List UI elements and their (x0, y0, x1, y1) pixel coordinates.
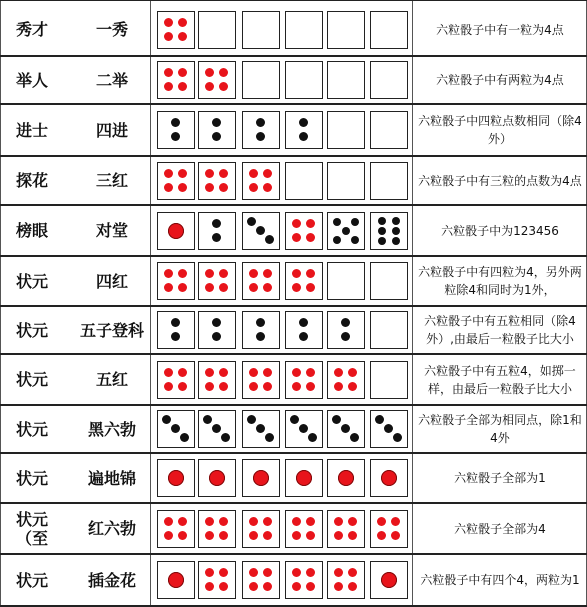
die-face-4 (242, 162, 280, 200)
die-face-4 (157, 61, 195, 99)
pip-dot (263, 269, 272, 278)
pip-dot (292, 568, 301, 577)
row-divider (0, 0, 587, 1)
pip-dot (256, 332, 265, 341)
combo-name: 四进 (95, 120, 128, 140)
pip-dot (392, 237, 400, 245)
die-face-4 (242, 262, 280, 300)
pip-dot (381, 470, 397, 486)
die-face-4 (370, 510, 408, 548)
combo-name: 对堂 (95, 221, 128, 240)
pip-dot (249, 382, 258, 391)
pip-dot (306, 219, 315, 228)
empty-die-slot (370, 311, 408, 349)
pip-dot (292, 582, 301, 591)
pip-dot (342, 227, 350, 235)
rank-label: 状元 (15, 271, 48, 291)
die-face-3 (327, 410, 365, 448)
empty-die-slot (242, 61, 280, 99)
pip-dot (209, 470, 225, 486)
pip-dot (219, 568, 228, 577)
pip-dot (219, 517, 228, 526)
pip-dot (247, 217, 256, 226)
pip-dot (348, 531, 357, 540)
pip-dot (263, 568, 272, 577)
rule-description: 六粒骰子中有五粒相同（除4外）,由最后一粒骰子比大小 (424, 314, 576, 346)
empty-die-slot (370, 262, 408, 300)
rank-label: 秀才 (15, 20, 48, 39)
pip-dot (292, 219, 301, 228)
die-face-1 (242, 459, 280, 497)
pip-dot (221, 433, 230, 442)
pip-dot (378, 227, 386, 235)
rule-description: 六粒骰子中有四个4，两粒为1 (420, 573, 580, 587)
rule-description: 六粒骰子中有两粒为4点 (436, 73, 564, 87)
pip-dot (171, 132, 180, 141)
die-face-3 (370, 410, 408, 448)
combo-name: 二举 (95, 70, 128, 90)
pip-dot (205, 283, 214, 292)
pip-dot (299, 132, 308, 141)
die-face-2 (327, 311, 365, 349)
rank-label: 进士 (15, 120, 48, 140)
die-face-2 (157, 311, 195, 349)
pip-dot (219, 382, 228, 391)
die-face-4 (157, 262, 195, 300)
rule-description: 六粒骰子中有四粒为4，另外两粒除4和同时为1外， (418, 265, 582, 297)
pip-dot (164, 169, 173, 178)
pip-dot (306, 269, 315, 278)
rule-description: 六粒骰子中有五粒4，如掷一样，由最后一粒骰子比大小 (424, 363, 576, 396)
pip-dot (205, 368, 214, 377)
empty-die-slot (370, 361, 408, 399)
pip-dot (393, 433, 402, 442)
pip-dot (219, 82, 228, 91)
pip-dot (249, 283, 258, 292)
empty-die-slot (285, 11, 323, 49)
pip-dot (249, 368, 258, 377)
pip-dot (205, 68, 214, 77)
empty-die-slot (327, 11, 365, 49)
die-face-4 (242, 510, 280, 548)
combo-name: 插金花 (87, 570, 136, 590)
pip-dot (212, 219, 221, 228)
rank-label: 状元 (15, 370, 48, 389)
pip-dot (205, 531, 214, 540)
pip-dot (306, 382, 315, 391)
pip-dot (392, 227, 400, 235)
die-face-2 (242, 311, 280, 349)
die-face-3 (157, 410, 195, 448)
pip-dot (377, 531, 386, 540)
pip-dot (306, 568, 315, 577)
pip-dot (249, 568, 258, 577)
combo-name: 遍地锦 (87, 468, 136, 488)
pip-dot (249, 169, 258, 178)
pip-dot (299, 332, 308, 341)
pip-dot (212, 132, 221, 141)
pip-dot (348, 582, 357, 591)
pip-dot (171, 332, 180, 341)
die-face-1 (285, 459, 323, 497)
pip-dot (162, 415, 171, 424)
empty-die-slot (285, 162, 323, 200)
pip-dot (308, 433, 317, 442)
die-face-4 (198, 162, 236, 200)
pip-dot (219, 368, 228, 377)
pip-dot (219, 582, 228, 591)
pip-dot (171, 118, 180, 127)
pip-dot (205, 582, 214, 591)
pip-dot (168, 223, 184, 239)
pip-dot (296, 470, 312, 486)
rule-description: 六粒骰子中为123456 (441, 223, 559, 238)
rank-label: 探花 (15, 171, 48, 190)
die-face-4 (198, 61, 236, 99)
rule-description: 六粒骰子全部为1 (454, 471, 546, 485)
pip-dot (263, 368, 272, 377)
pip-dot (292, 517, 301, 526)
pip-dot (391, 517, 400, 526)
die-face-2 (198, 212, 236, 250)
pip-dot (348, 382, 357, 391)
die-face-1 (198, 459, 236, 497)
die-face-3 (198, 410, 236, 448)
pip-dot (306, 582, 315, 591)
rule-description: 六粒骰子中有三粒的点数为4点 (418, 173, 582, 188)
pip-dot (290, 415, 299, 424)
pip-dot (178, 283, 187, 292)
pip-dot (249, 531, 258, 540)
die-face-1 (370, 459, 408, 497)
table-row (0, 157, 587, 204)
pip-dot (178, 368, 187, 377)
table-row (0, 4, 587, 55)
die-face-4 (327, 361, 365, 399)
pip-dot (205, 82, 214, 91)
table-row (0, 406, 587, 452)
pip-dot (377, 517, 386, 526)
pip-dot (351, 218, 359, 226)
combo-name: 五红 (95, 370, 128, 389)
pip-dot (292, 368, 301, 377)
pip-dot (263, 169, 272, 178)
die-face-1 (157, 459, 195, 497)
pip-dot (247, 415, 256, 424)
pip-dot (168, 572, 184, 588)
pip-dot (178, 183, 187, 192)
pip-dot (350, 433, 359, 442)
pip-dot (299, 318, 308, 327)
empty-die-slot (198, 11, 236, 49)
pip-dot (341, 424, 350, 433)
die-face-2 (198, 311, 236, 349)
die-face-4 (242, 561, 280, 599)
die-face-4 (157, 162, 195, 200)
pip-dot (205, 269, 214, 278)
pip-dot (164, 82, 173, 91)
die-face-4 (157, 361, 195, 399)
combo-name: 四红 (95, 271, 128, 291)
pip-dot (378, 237, 386, 245)
pip-dot (164, 183, 173, 192)
pip-dot (338, 470, 354, 486)
combo-name: 黑六勃 (87, 419, 136, 439)
pip-dot (334, 531, 343, 540)
rank-label: 状元 (15, 320, 48, 340)
table-row (0, 307, 587, 353)
rank-label: 状元 (15, 419, 48, 439)
pip-dot (164, 18, 173, 27)
pip-dot (205, 183, 214, 192)
die-face-4 (327, 561, 365, 599)
table-row (0, 206, 587, 255)
die-face-1 (157, 212, 195, 250)
pip-dot (306, 233, 315, 242)
pip-dot (292, 382, 301, 391)
pip-dot (205, 169, 214, 178)
pip-dot (178, 169, 187, 178)
pip-dot (292, 269, 301, 278)
pip-dot (178, 18, 187, 27)
pip-dot (334, 368, 343, 377)
pip-dot (265, 433, 274, 442)
pip-dot (164, 283, 173, 292)
pip-dot (164, 368, 173, 377)
pip-dot (168, 470, 184, 486)
rule-description: 六粒骰子全部为4 (454, 521, 546, 536)
pip-dot (381, 572, 397, 588)
pip-dot (348, 368, 357, 377)
pip-dot (292, 531, 301, 540)
table-row (0, 555, 587, 605)
combo-name: 五子登科 (79, 320, 144, 340)
die-face-4 (285, 262, 323, 300)
pip-dot (178, 82, 187, 91)
rank-label: 状元 (15, 570, 48, 590)
pip-dot (256, 424, 265, 433)
pip-dot (203, 415, 212, 424)
empty-die-slot (285, 61, 323, 99)
empty-die-slot (370, 11, 408, 49)
pip-dot (341, 332, 350, 341)
rule-description: 六粒骰子中有一粒为4点 (436, 22, 564, 37)
pip-dot (249, 183, 258, 192)
pip-dot (263, 517, 272, 526)
pip-dot (392, 217, 400, 225)
pip-dot (384, 424, 393, 433)
empty-die-slot (327, 61, 365, 99)
pip-dot (219, 68, 228, 77)
rank-label: 举人 (15, 70, 48, 90)
pip-dot (249, 582, 258, 591)
pip-dot (299, 118, 308, 127)
pip-dot (164, 68, 173, 77)
pip-dot (178, 382, 187, 391)
pip-dot (164, 517, 173, 526)
combo-name: 三红 (95, 171, 128, 190)
combo-name: 红六勃 (87, 519, 136, 538)
rank-label: 状元（至 (15, 509, 48, 548)
empty-die-slot (370, 111, 408, 149)
pip-dot (178, 517, 187, 526)
pip-dot (348, 517, 357, 526)
pip-dot (351, 236, 359, 244)
pip-dot (263, 531, 272, 540)
pip-dot (375, 415, 384, 424)
pip-dot (256, 132, 265, 141)
die-face-3 (242, 212, 280, 250)
pip-dot (219, 283, 228, 292)
die-face-1 (327, 459, 365, 497)
pip-dot (292, 283, 301, 292)
die-face-4 (198, 561, 236, 599)
die-face-4 (242, 361, 280, 399)
rank-label: 榜眼 (15, 221, 48, 240)
die-face-4 (327, 510, 365, 548)
pip-dot (263, 382, 272, 391)
pip-dot (306, 368, 315, 377)
pip-dot (333, 236, 341, 244)
pip-dot (263, 183, 272, 192)
pip-dot (178, 32, 187, 41)
pip-dot (212, 318, 221, 327)
pip-dot (263, 582, 272, 591)
die-face-4 (285, 561, 323, 599)
pip-dot (253, 470, 269, 486)
pip-dot (334, 517, 343, 526)
table-row (0, 504, 587, 553)
die-face-4 (198, 361, 236, 399)
table-row (0, 257, 587, 305)
pip-dot (171, 318, 180, 327)
die-face-1 (157, 561, 195, 599)
die-face-3 (242, 410, 280, 448)
rank-label: 状元 (15, 468, 48, 488)
pip-dot (256, 118, 265, 127)
pip-dot (219, 169, 228, 178)
pip-dot (212, 424, 221, 433)
pip-dot (212, 118, 221, 127)
pip-dot (299, 424, 308, 433)
pip-dot (205, 382, 214, 391)
die-face-2 (242, 111, 280, 149)
die-face-6 (370, 212, 408, 250)
pip-dot (219, 183, 228, 192)
rule-description: 六粒骰子中四粒点数相同（除4外） (418, 114, 582, 146)
rule-description: 六粒骰子全部为相同点，除1和4外 (418, 413, 582, 445)
pip-dot (180, 433, 189, 442)
pip-dot (333, 218, 341, 226)
pip-dot (332, 415, 341, 424)
pip-dot (164, 32, 173, 41)
pip-dot (334, 568, 343, 577)
die-face-2 (198, 111, 236, 149)
pip-dot (256, 318, 265, 327)
empty-die-slot (370, 61, 408, 99)
pip-dot (249, 517, 258, 526)
die-face-1 (370, 561, 408, 599)
die-face-2 (285, 111, 323, 149)
pip-dot (348, 568, 357, 577)
die-face-4 (285, 361, 323, 399)
pip-dot (378, 217, 386, 225)
pip-dot (178, 68, 187, 77)
empty-die-slot (327, 162, 365, 200)
die-face-2 (285, 311, 323, 349)
pip-dot (205, 517, 214, 526)
pip-dot (164, 531, 173, 540)
pip-dot (178, 531, 187, 540)
pip-dot (219, 269, 228, 278)
die-face-4 (198, 510, 236, 548)
pip-dot (306, 517, 315, 526)
pip-dot (205, 568, 214, 577)
pip-dot (212, 332, 221, 341)
die-face-4 (285, 510, 323, 548)
table-row (0, 57, 587, 103)
die-face-4 (285, 212, 323, 250)
pip-dot (306, 283, 315, 292)
die-face-4 (157, 510, 195, 548)
pip-dot (334, 382, 343, 391)
pip-dot (341, 318, 350, 327)
pip-dot (292, 233, 301, 242)
table-row (0, 454, 587, 502)
die-face-2 (157, 111, 195, 149)
pip-dot (164, 269, 173, 278)
die-face-4 (157, 11, 195, 49)
pip-dot (391, 531, 400, 540)
empty-die-slot (327, 262, 365, 300)
combo-name: 一秀 (95, 20, 128, 39)
pip-dot (263, 283, 272, 292)
pip-dot (256, 226, 265, 235)
empty-die-slot (242, 11, 280, 49)
pip-dot (164, 382, 173, 391)
pip-dot (171, 424, 180, 433)
pip-dot (334, 582, 343, 591)
empty-die-slot (327, 111, 365, 149)
pip-dot (212, 233, 221, 242)
die-face-3 (285, 410, 323, 448)
table-row (0, 105, 587, 155)
pip-dot (249, 269, 258, 278)
table-row (0, 355, 587, 404)
pip-dot (306, 531, 315, 540)
pip-dot (265, 235, 274, 244)
pip-dot (219, 531, 228, 540)
empty-die-slot (370, 162, 408, 200)
pip-dot (178, 269, 187, 278)
die-face-5 (327, 212, 365, 250)
die-face-4 (198, 262, 236, 300)
